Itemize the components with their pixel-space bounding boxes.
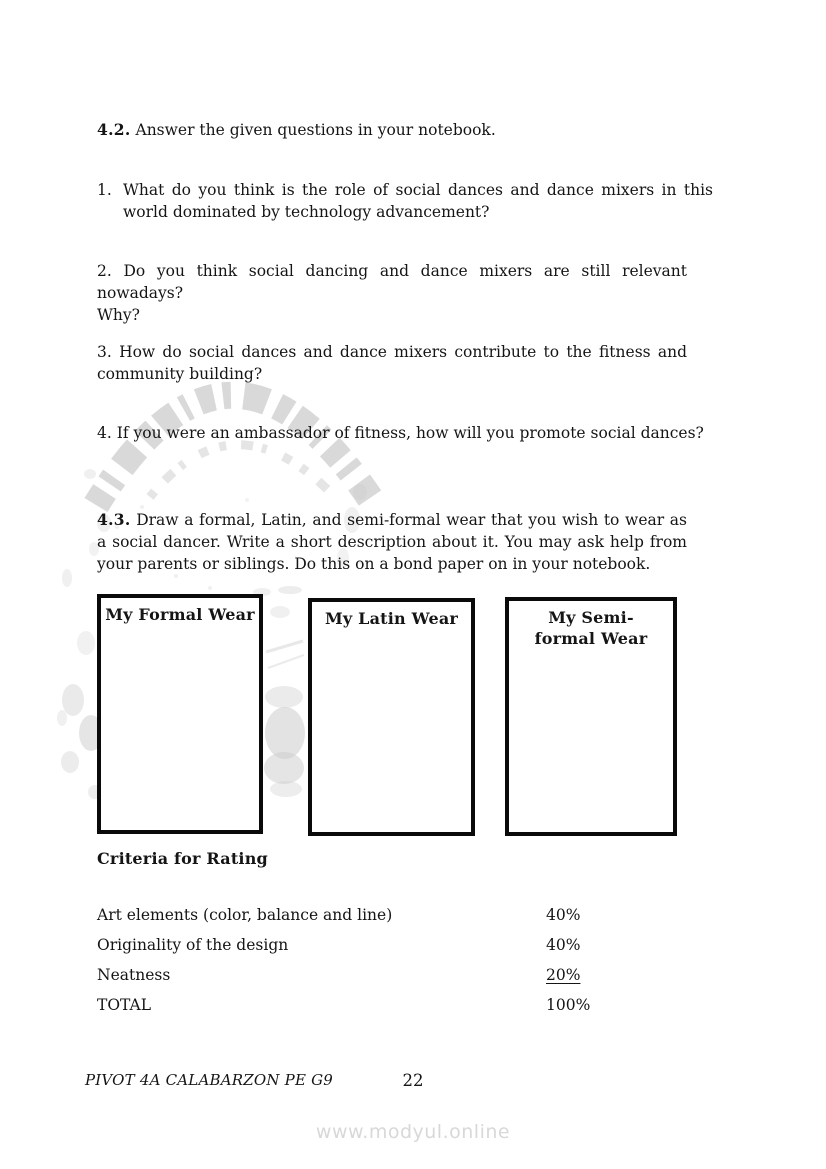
question-1-text: What do you think is the role of social dances and dance mixers in this world dominated by technology advancement? bbox=[123, 181, 713, 221]
rating-value: 40% bbox=[546, 936, 581, 954]
footer-source: PIVOT 4A CALABARZON PE G9 bbox=[85, 1071, 334, 1089]
criteria-heading: Criteria for Rating bbox=[97, 849, 268, 868]
question-1-number: 1. bbox=[97, 181, 112, 199]
rating-value: 20% bbox=[546, 966, 581, 984]
question-3-number: 3. bbox=[97, 343, 112, 361]
section-4-2 bbox=[97, 119, 687, 141]
rating-value: 100% bbox=[546, 996, 591, 1014]
rating-label: Originality of the design bbox=[97, 936, 289, 954]
section-4-3 bbox=[97, 509, 687, 575]
question-2-line-2: Why? bbox=[97, 306, 140, 324]
rating-row-neatness bbox=[97, 966, 687, 988]
rating-row-originality bbox=[97, 936, 687, 958]
question-4 bbox=[97, 422, 704, 444]
rating-value: 40% bbox=[546, 906, 581, 924]
drawing-box-latin-wear bbox=[308, 598, 475, 836]
rating-row-total bbox=[97, 996, 687, 1018]
page-number: 22 bbox=[402, 1071, 424, 1090]
question-1 bbox=[97, 179, 713, 223]
question-3-text: How do social dances and dance mixers contribute to the fitness and community building? bbox=[97, 343, 687, 383]
rating-label: Art elements (color, balance and line) bbox=[97, 906, 393, 924]
drawing-box-semiformal-wear-title: My Semi-formal Wear bbox=[534, 608, 648, 648]
question-3 bbox=[97, 341, 687, 385]
section-4-2-text: Answer the given questions in your notebook. bbox=[135, 121, 496, 139]
drawing-box-semiformal-wear bbox=[505, 597, 677, 836]
question-4-text: If you were an ambassador of fitness, how will you promote social dances? bbox=[116, 424, 704, 442]
drawing-box-formal-wear bbox=[97, 594, 263, 834]
question-2-line-1 bbox=[97, 260, 687, 304]
question-2-number: 2. bbox=[97, 262, 112, 280]
rating-row-art-elements bbox=[97, 906, 687, 928]
section-4-2-number: 4.2. bbox=[97, 120, 131, 139]
drawing-box-formal-wear-title: My Formal Wear bbox=[105, 605, 255, 624]
question-2-text: Do you think social dancing and dance mixers are still relevant nowadays? bbox=[97, 262, 687, 302]
rating-table bbox=[97, 906, 687, 1026]
section-4-3-number: 4.3. bbox=[97, 510, 131, 529]
question-4-number: 4. bbox=[97, 424, 112, 442]
section-4-3-text: Draw a formal, Latin, and semi-formal wear that you wish to wear as a social dancer. Write a short description about it. You may ask help from your parents or siblings. Do this on a bond paper on in your notebook. bbox=[97, 511, 687, 573]
rating-label: Neatness bbox=[97, 966, 171, 984]
site-watermark: www.modyul.online bbox=[315, 1121, 511, 1143]
question-2 bbox=[97, 260, 687, 326]
drawing-box-latin-wear-title: My Latin Wear bbox=[324, 609, 459, 628]
rating-label: TOTAL bbox=[97, 996, 152, 1014]
